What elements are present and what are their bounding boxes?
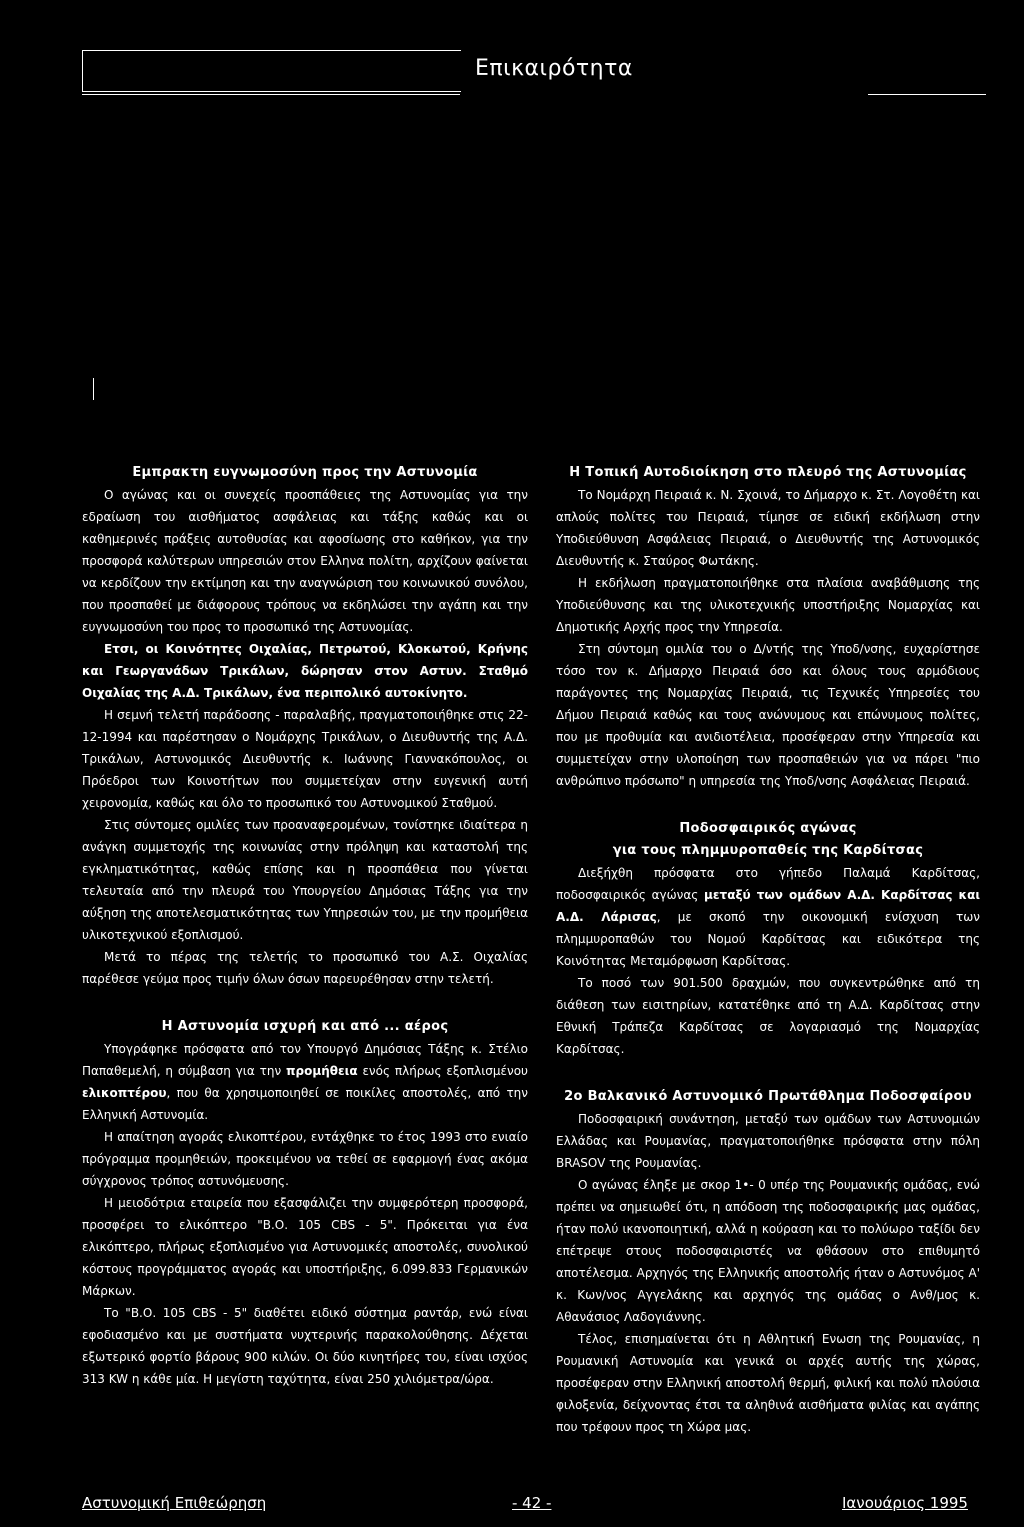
text-run: , που θα χρησιμοποιηθεί σε ποικίλες αποστολές, από την Ελληνική Αστυνομία. <box>82 1086 528 1122</box>
paragraph: Το Νομάρχη Πειραιά κ. Ν. Σχοινά, το Δήμαρχο κ. Στ. Λογοθέτη και απλούς πολίτες του Πειραιά, τίμησε σε ειδική εκδήλωση στην Υποδιεύθυνση Ασφάλειας Πειραιά, ο Διευθυντής της Αστυνομικός Διευθυντής κ. Σταύρος Φωτάκης. <box>556 488 980 568</box>
paragraph <box>82 1038 528 1126</box>
article-title-helicopter: Η Αστυνομία ισχυρή και από ... αέρος <box>161 1019 449 1034</box>
text-run: ενός πλήρως εξοπλισμένου <box>357 1064 528 1078</box>
article-title-local-government: Η Τοπική Αυτοδιοίκηση στο πλευρό της Αστυνομίας <box>569 465 967 480</box>
paragraph: Στη σύντομη ομιλία του ο Δ/ντής της Υποδ/νσης, ευχαρίστησε τόσο τον κ. Δήμαρχο Πειραιά όσο και όλους τους αρμόδιους παράγοντες της Νομαρχίας Πειραιά, τις Τεχνικές Υπηρεσίες του Δήμου Πειραιά καθώς και τους ανώνυμους και επώνυμους πολίτες, που με προθυμία και ανιδιοτέλεια, προσέφεραν στην Υπηρεσία και συμμετείχαν στην υλοποίηση των προσπαθειών για να πάρει "πιο ανθρώπινο πρόσωπο" η υπηρεσία της Υποδ/νσης Ασφάλειας Πειραιά. <box>556 642 980 788</box>
paragraph: Η εκδήλωση πραγματοποιήθηκε στα πλαίσια αναβάθμισης της Υποδιεύθυνσης και της υλικοτεχνικής υποστήριξης Νομαρχίας και Δημοτικής Αρχής προς την Υπηρεσία. <box>556 576 980 634</box>
header-rule-left <box>82 94 460 95</box>
paragraph: Η απαίτηση αγοράς ελικοπτέρου, εντάχθηκε το έτος 1993 στο ενιαίο πρόγραμμα προμηθειών, προκειμένου να τεθεί σε εφαρμογή ένας ακόμα σύγχρονος τρόπος αστυνόμευσης. <box>82 1130 528 1188</box>
emphasis-helicopter: ελικοπτέρου <box>82 1086 167 1100</box>
paragraph: Μετά το πέρας της τελετής το προσωπικό του Α.Σ. Οιχαλίας παρέθεσε γεύμα προς τιμήν όλων όσων παρευρέθησαν στην τελετή. <box>82 950 528 986</box>
left-column <box>82 462 528 1390</box>
paragraph: Το "Β.Ο. 105 CBS - 5" διαθέτει ειδικό σύστημα ραντάρ, ενώ είναι εφοδιασμένο και με συστήματα νυχτερινής παρακολούθησης. Δέχεται εξωτερικό φορτίο βάρους 900 κιλών. Οι δύο κινητήρες του, είναι ισχύος 313 KW η κάθε μία. Η μεγίστη ταχύτητα, είναι 250 χιλιόμετρα/ώρα. <box>82 1306 528 1386</box>
margin-mark <box>93 378 94 400</box>
paragraph: Ποδοσφαιρική συνάντηση, μεταξύ των ομάδων των Αστυνομιών Ελλάδας και Ρουμανίας, πραγματοποιήθηκε πρόσφατα στην πόλη BRASOV της Ρουμανίας. <box>556 1112 980 1170</box>
article-title-football-match: Ποδοσφαιρικός αγώνας <box>679 821 857 836</box>
paragraph: Στις σύντομες ομιλίες των προαναφερομένων, τονίστηκε ιδιαίτερα η ανάγκη συμμετοχής της κοινωνίας στην πρόληψη και καταστολή της εγκληματικότητας, καθώς επίσης και η προσπάθεια που γίνεται τελευταία από την πλευρά του Υπουργείου Δημόσιας Τάξης για την αύξηση της αποτελεσματικότητας των Υπηρεσιών του, με την προμήθεια υλικοτεχνικού εξοπλισμού. <box>82 818 528 942</box>
paragraph: Η μειοδότρια εταιρεία που εξασφάλιζει την συμφερότερη προσφορά, προσφέρει το ελικόπτερο "Β.Ο. 105 CBS - 5". Πρόκειται για ένα ελικόπτερο, πλήρως εξοπλισμένο για Αστυνομικές αποστολές, συνολικού κόστους προγράμματος αγοράς και υποστήριξης, 6.099.833 Γερμανικών Μάρκων. <box>82 1196 528 1298</box>
paragraph: Ετσι, οι Κοινότητες Οιχαλίας, Πετρωτού, Κλοκωτού, Κρήνης και Γεωργανάδων Τρικάλων, δώρησαν στον Αστυν. Σταθμό Οιχαλίας της Α.Δ. Τρικάλων, ένα περιπολικό αυτοκίνητο. <box>82 642 528 700</box>
page-footer <box>0 1494 1024 1518</box>
paragraph: Η σεμνή τελετή παράδοσης - παραλαβής, πραγματοποιήθηκε στις 22-12-1994 και παρέστησαν ο Νομάρχης Τρικάλων, ο Διευθυντής της Α.Δ. Τρικάλων, Αστυνομικός Διευθυντής κ. Ιωάννης Γιαννακόπουλος, οι Πρόεδροι των Κοινοτήτων που συμμετείχαν στην ευγενική αυτή χειρονομία, καθώς και όλο το προσωπικό του Αστυνομικού Σταθμού. <box>82 708 528 810</box>
page-number: - 42 - <box>512 1494 552 1512</box>
text-run: , με σκοπό την οικονομική ενίσχυση των πλημμυροπαθών του Νομού Καρδίτσας και ειδικότερα της Κοινότητας Μεταμόρφωση Καρδίτσας. <box>556 910 980 968</box>
paragraph: Ο αγώνας και οι συνεχείς προσπάθειες της Αστυνομίας για την εδραίωση του αισθήματος ασφάλειας και τάξης καθώς και οι καθημερινές πράξεις αυτοθυσίας και αφοσίωσης στο καθήκον, για την προσφορά καλύτερων υπηρεσιών στον Ελληνα πολίτη, αρχίζουν φαίνεται να κερδίζουν την εκτίμηση και την αναγνώριση του κοινωνικού συνόλου, που προσπαθεί με διάφορους τρόπους να εκδηλώσει την αγάπη και την ευγνωμοσύνη του προς το προσωπικό της Αστυνομίας. <box>82 488 528 634</box>
article-subtitle-flood-victims: για τους πλημμυροπαθείς της Καρδίτσας <box>612 843 924 858</box>
text-run: Υπογράφηκε πρόσφατα από τον Υπουργό Δημόσιας Τάξης κ. Στέλιο Παπαθεμελή, η σύμβαση για την <box>82 1042 528 1078</box>
header-rule-right <box>868 94 986 95</box>
right-column <box>556 462 980 1438</box>
emphasis-teams: μεταξύ των ομάδων Α.Δ. Καρδίτσας και Α.Δ. Λάρισας <box>556 888 980 924</box>
paragraph <box>556 862 980 972</box>
issue-date: Ιανουάριος 1995 <box>842 1494 968 1512</box>
paragraph: Τέλος, επισημαίνεται ότι η Αθλητική Ενωση της Ρουμανίας, η Ρουμανική Αστυνομία και γενικά οι αρχές αυτής της χώρας, προσέφεραν στην Ελληνική αποστολή θερμή, φιλική και πολύ πλούσια φιλοξενία, δείχνοντας έτσι τα αληθινά αισθήματα φιλίας και αγάπης που τρέφουν προς τη Χώρα μας. <box>556 1332 980 1434</box>
header-frame <box>82 50 461 92</box>
paragraph: Το ποσό των 901.500 δραχμών, που συγκεντρώθηκε από τη διάθεση των εισιτηρίων, κατατέθηκε από τη Α.Δ. Καρδίτσας στην Εθνική Τράπεζα Καρδίτσας σε λογαριασμό της Νομαρχίας Καρδίτσας. <box>556 976 980 1056</box>
section-title: Επικαιρότητα <box>475 56 633 81</box>
article-title-gratitude: Εμπρακτη ευγνωμοσύνη προς την Αστυνομία <box>132 465 478 480</box>
emphasis-procurement: προμήθεια <box>286 1064 358 1078</box>
text-run: Διεξήχθη πρόσφατα στο γήπεδο Παλαμά Καρδίτσας, ποδοσφαιρικός αγώνας <box>556 866 980 902</box>
article-title-balkan-championship: 2ο Βαλκανικό Αστυνομικό Πρωτάθλημα Ποδοσφαίρου <box>564 1089 972 1104</box>
paragraph: Ο αγώνας έληξε με σκορ 1•- 0 υπέρ της Ρουμανικής ομάδας, ενώ πρέπει να σημειωθεί ότι, η απόδοση της ποδοσφαιρικής μας ομάδας, ήταν πολύ ικανοποιητική, αλλά η κούραση και το πολύωρο ταξίδι δεν επέτρεψε στους ποδοσφαιριστές να φθάσουν στο επιθυμητό αποτέλεσμα. Αρχηγός της Ελληνικής αποστολής ήταν ο Αστυνόμος Α' κ. Κων/νος Αγγελάκης και αρχηγός της ομάδας ο Ανθ/μος κ. Αθανάσιος Λαδογιάννης. <box>556 1178 980 1324</box>
publication-name: Αστυνομική Επιθεώρηση <box>82 1494 267 1512</box>
